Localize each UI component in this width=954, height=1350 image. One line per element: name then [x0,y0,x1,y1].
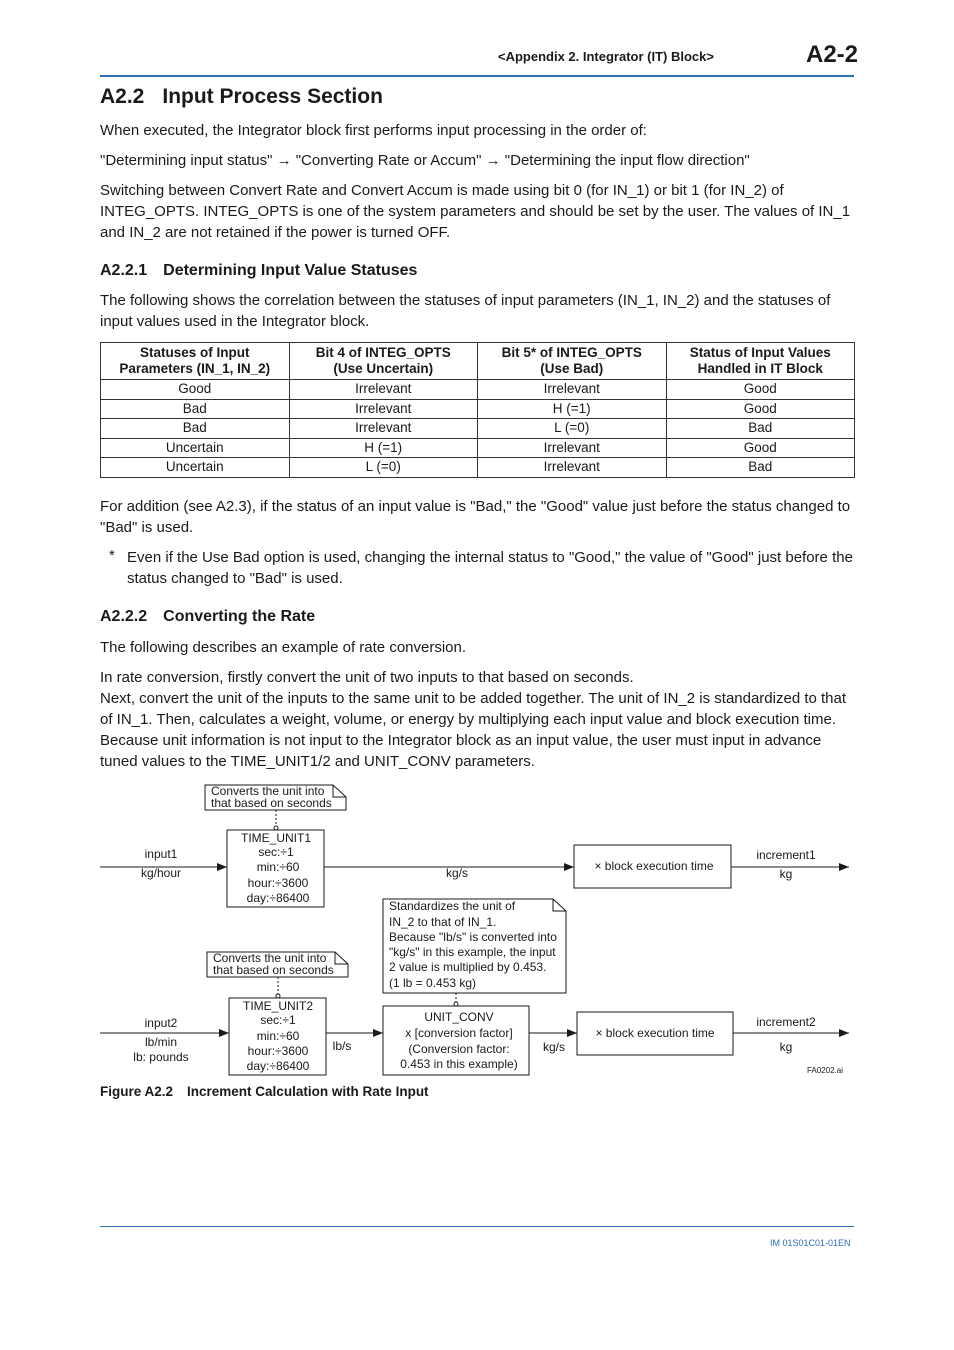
figure-caption [100,1084,429,1099]
note3-text-line: "kg/s" in this example, the input [389,945,556,959]
increment2-unit: kg [779,1040,793,1054]
rate-intro: The following describes an example of rate conversion. [100,639,467,656]
table-cell: Good [666,438,855,458]
use-bad-note: Even if the Use Bad option is used, changing the internal status to "Good," the value of "Good" just before the status changed to "Bad" is used. [127,549,853,587]
note3-text-line: IN_2 to that of IN_1. [389,915,497,929]
subsection-number: A2.2.1 [100,262,148,279]
rate-body-line2: Next, convert the unit of the inputs to the same unit to be added together. The unit of IN_2 is standardized to that of IN_1. Then, calculates a weight, volume, or energy by multiplying each input value and block execution time. Because unit information is not input to the Integrator block as an input value, the user must input in advance tuned values to the TIME_UNIT1/2 and UNIT_CONV parameters. [100,690,847,770]
table-header-cell: Bit 4 of INTEG_OPTS (Use Uncertain) [289,343,478,380]
table-cell: Irrelevant [478,380,667,400]
time-unit2-line: sec:÷1 [260,1013,296,1027]
time-unit1-line: sec:÷1 [258,845,294,859]
figure-number: Figure A2.2 [100,1084,174,1099]
table-header-cell: Bit 5* of INTEG_OPTS (Use Bad) [478,343,667,380]
table-cell: L (=0) [478,419,667,439]
unit-conv-line: x [conversion factor] [405,1026,513,1040]
increment2-label: increment2 [756,1015,816,1029]
table-cell: Bad [101,419,290,439]
table-cell: Irrelevant [289,399,478,419]
table-cell: H (=1) [289,438,478,458]
note3-text-line: Because "lb/s" is converted into [389,930,557,944]
figure-file-id: FA0202.ai [806,1066,843,1075]
table-cell: Irrelevant [289,380,478,400]
document-code: IM 01S01C01-01EN [770,1238,851,1248]
subsection-title: Determining Input Value Statuses [163,262,418,279]
table-cell: L (=0) [289,458,478,478]
input1-unit: kg/hour [140,866,182,880]
table-cell: Good [666,380,855,400]
kgs-label: kg/s [445,866,469,880]
note3-text-line: 2 value is multiplied by 0.453. [389,960,547,974]
table-cell: Bad [666,458,855,478]
status-intro: The following shows the correlation between the statuses of input parameters (IN_1, IN_2) and the statuses of input values used in the Integrator block. [100,292,831,330]
time-unit1-line: hour:÷3600 [247,876,309,890]
note2-text-line: that based on seconds [213,963,334,977]
time-unit1-line: day:÷86400 [246,891,310,905]
footer-rule [100,1226,854,1227]
unit-conv-line: 0.453 in this example) [400,1057,518,1071]
time-unit2-line: day:÷86400 [246,1059,310,1073]
figure-title: Increment Calculation with Rate Input [187,1084,429,1099]
table-cell: H (=1) [478,399,667,419]
table-cell: Good [666,399,855,419]
increment1-label: increment1 [756,848,816,862]
note-asterisk: * [109,547,115,564]
processing-order: "Determining input status" → "Converting Rate or Accum" → "Determining the input flow direction" [100,152,750,169]
rate-body-line1: In rate conversion, firstly convert the unit of two inputs to that based on seconds. [100,669,634,686]
exec-block-1-label: × block execution time [594,859,714,873]
exec-block-2-label: × block execution time [595,1026,715,1040]
section-title: Input Process Section [162,85,383,108]
table-cell: Irrelevant [478,458,667,478]
time-unit1-line: min:÷60 [256,860,300,874]
table-cell: Irrelevant [289,419,478,439]
section-number: A2.2 [100,85,145,108]
time-unit1-line: TIME_UNIT1 [240,831,312,845]
table-cell: Good [101,380,290,400]
table-cell: Irrelevant [478,438,667,458]
table-cell: Bad [101,399,290,419]
input2-label: input2 [144,1016,178,1030]
table-header-cell: Status of Input Values Handled in IT Block [666,343,855,380]
unit-conv-line: (Conversion factor: [408,1042,510,1056]
note3-text-line: Standardizes the unit of [389,899,516,913]
table-cell: Uncertain [101,438,290,458]
note1-text-line: that based on seconds [211,796,332,810]
table-cell: Uncertain [101,458,290,478]
lbs-label: lb/s [332,1039,352,1053]
subsection-title: Converting the Rate [163,608,316,625]
note3-text-line: (1 lb = 0.453 kg) [389,976,477,990]
addition-paragraph: For addition (see A2.3), if the status of an input value is "Bad," the "Good" value just before the status changed to "Bad" is used. [100,498,851,536]
running-header: <Appendix 2. Integrator (IT) Block> [498,49,714,64]
unit-conv-line: UNIT_CONV [424,1010,494,1024]
section-intro: When executed, the Integrator block first performs input processing in the order of: [100,122,647,139]
switching-paragraph: Switching between Convert Rate and Convert Accum is made using bit 0 (for IN_1) or bit 1 (for IN_2) of INTEG_OPTS. INTEG_OPTS is one of the system parameters and should be set by the user. The values of IN_1 and IN_2 are not retained if the power is turned OFF. [100,182,851,241]
input1-label: input1 [144,847,178,861]
subsection-number: A2.2.2 [100,608,148,625]
table-header-cell: Statuses of Input Parameters (IN_1, IN_2) [101,343,290,380]
kgs-label-2: kg/s [542,1040,566,1054]
input2-unit: lb/min [144,1035,178,1049]
note2-text-line: Converts the unit into [213,951,327,965]
note1-text-line: Converts the unit into [211,784,325,798]
increment1-unit: kg [779,867,793,881]
time-unit2-line: TIME_UNIT2 [242,999,314,1013]
input2-unit-note: lb: pounds [133,1050,189,1064]
table-cell: Bad [666,419,855,439]
page-number: A2-2 [806,41,859,68]
time-unit2-line: min:÷60 [256,1029,300,1043]
time-unit2-line: hour:÷3600 [247,1044,309,1058]
